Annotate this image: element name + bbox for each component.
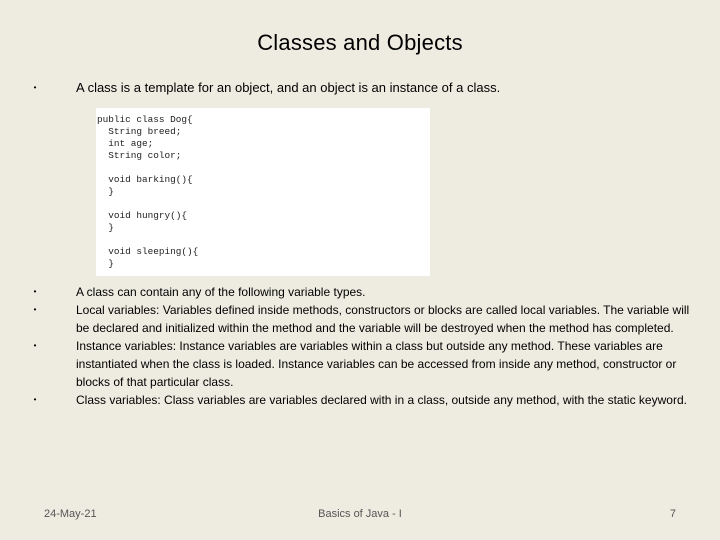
code-line: } xyxy=(97,258,114,269)
code-line: void sleeping(){ xyxy=(97,246,199,257)
page-number: 7 xyxy=(669,508,676,520)
bullet-marker: • xyxy=(33,305,37,314)
code-line: } xyxy=(97,186,114,197)
list-item xyxy=(30,337,690,391)
list-item-text: Class variables: Class variables are variables declared with in a class, outside any method, with the static keyword. xyxy=(76,393,687,407)
code-snippet xyxy=(96,108,430,270)
list-item-text: Instance variables: Instance variables are variables within a class but outside any method. These variables are instantiated when the class is loaded. Instance variables can be accessed from inside any method, constructor or blocks of that particular class. xyxy=(76,339,677,389)
code-line xyxy=(97,162,430,174)
bullet-marker: • xyxy=(33,341,37,350)
slide-title: Classes and Objects xyxy=(257,30,463,55)
code-line xyxy=(97,234,430,246)
bullet-marker: • xyxy=(33,83,37,92)
code-line: void hungry(){ xyxy=(97,210,188,221)
code-line: public class Dog{ xyxy=(97,114,193,125)
bullet-marker: • xyxy=(33,287,37,296)
code-line: } xyxy=(97,222,114,233)
code-snippet-image xyxy=(96,108,430,276)
footer-title: Basics of Java - I xyxy=(318,508,402,520)
footer-date: 24-May-21 xyxy=(44,508,97,520)
list-item-text: A class can contain any of the following variable types. xyxy=(76,285,366,299)
list-item xyxy=(30,301,690,337)
bullet-marker: • xyxy=(33,395,37,404)
bullet-list xyxy=(30,283,690,409)
code-line: String color; xyxy=(97,150,182,161)
code-line: int age; xyxy=(97,138,154,149)
list-item xyxy=(30,391,690,409)
list-item-text: Local variables: Variables defined inside methods, constructors or blocks are called local variables. The variable will be declared and initialized within the method and the variable will be destroyed when the method has completed. xyxy=(76,303,690,335)
list-item xyxy=(30,283,690,301)
code-line xyxy=(97,198,430,210)
intro-bullet-text: A class is a template for an object, and an object is an instance of a class. xyxy=(76,80,501,95)
code-line: void barking(){ xyxy=(97,174,193,185)
code-line: String breed; xyxy=(97,126,182,137)
